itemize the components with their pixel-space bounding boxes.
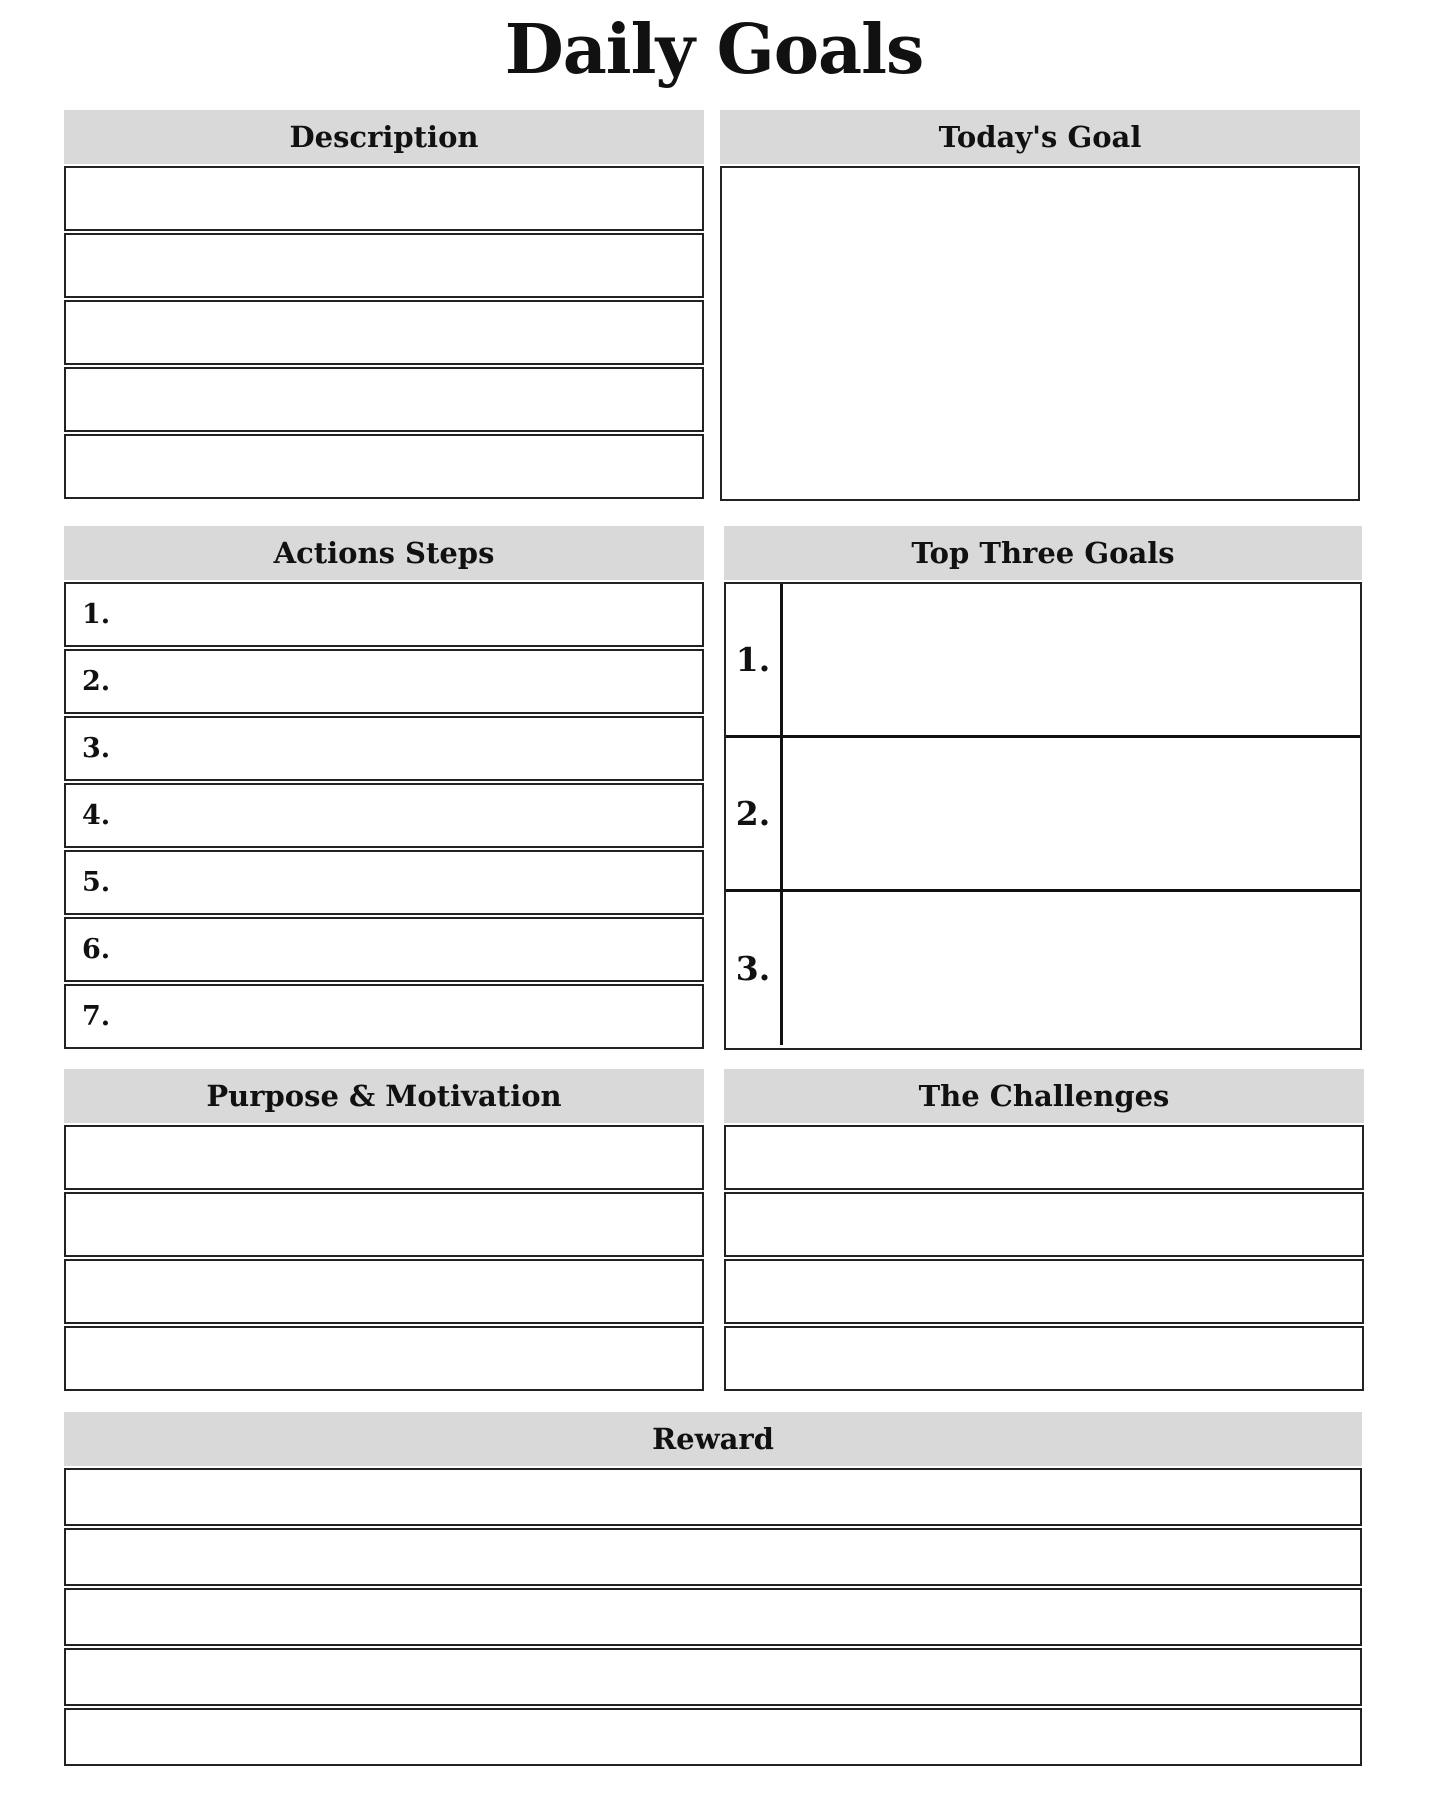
top-goal-field-3[interactable] <box>783 892 1360 1045</box>
action-step-row-2[interactable] <box>64 649 704 714</box>
top-three-goals-header: Top Three Goals <box>724 526 1362 580</box>
action-step-row-5[interactable] <box>64 850 704 915</box>
reward-line-1[interactable] <box>64 1468 1362 1526</box>
todays-goal-section <box>720 110 1360 501</box>
description-line-5[interactable] <box>64 434 704 499</box>
action-step-row-4[interactable] <box>64 783 704 848</box>
action-step-row-1[interactable] <box>64 582 704 647</box>
reward-section <box>64 1412 1362 1766</box>
top-goal-row-3 <box>726 892 1360 1045</box>
reward-line-2[interactable] <box>64 1528 1362 1586</box>
action-step-number: 6. <box>82 934 111 965</box>
top-goal-field-2[interactable] <box>783 738 1360 889</box>
purpose-motivation-section <box>64 1069 704 1391</box>
action-step-row-3[interactable] <box>64 716 704 781</box>
action-step-row-6[interactable] <box>64 917 704 982</box>
challenge-line-2[interactable] <box>724 1192 1364 1257</box>
action-step-number: 7. <box>82 1001 111 1032</box>
top-three-goals-section <box>724 526 1362 1050</box>
purpose-line-3[interactable] <box>64 1259 704 1324</box>
top-goal-number: 2. <box>726 738 783 889</box>
description-line-1[interactable] <box>64 166 704 231</box>
top-three-goals-box <box>724 582 1362 1050</box>
action-step-number: 3. <box>82 733 111 764</box>
challenge-line-3[interactable] <box>724 1259 1364 1324</box>
top-goal-number: 3. <box>726 892 783 1045</box>
todays-goal-header: Today's Goal <box>720 110 1360 164</box>
action-step-number: 4. <box>82 800 111 831</box>
action-step-row-7[interactable] <box>64 984 704 1049</box>
purpose-line-1[interactable] <box>64 1125 704 1190</box>
description-line-2[interactable] <box>64 233 704 298</box>
action-steps-section <box>64 526 704 1049</box>
top-goal-row-2 <box>726 738 1360 892</box>
purpose-line-4[interactable] <box>64 1326 704 1391</box>
action-step-number: 1. <box>82 599 111 630</box>
page-title: Daily Goals <box>504 10 924 90</box>
top-goal-row-1 <box>726 584 1360 738</box>
description-header: Description <box>64 110 704 164</box>
description-line-3[interactable] <box>64 300 704 365</box>
purpose-line-2[interactable] <box>64 1192 704 1257</box>
challenge-line-4[interactable] <box>724 1326 1364 1391</box>
challenges-section <box>724 1069 1364 1391</box>
reward-header: Reward <box>64 1412 1362 1466</box>
challenge-line-1[interactable] <box>724 1125 1364 1190</box>
description-section <box>64 110 704 499</box>
top-goal-field-1[interactable] <box>783 584 1360 735</box>
challenges-header: The Challenges <box>724 1069 1364 1123</box>
action-step-number: 2. <box>82 666 111 697</box>
reward-line-4[interactable] <box>64 1648 1362 1706</box>
todays-goal-box[interactable] <box>720 166 1360 501</box>
top-goal-number: 1. <box>726 584 783 735</box>
description-line-4[interactable] <box>64 367 704 432</box>
action-step-number: 5. <box>82 867 111 898</box>
purpose-motivation-header: Purpose & Motivation <box>64 1069 704 1123</box>
reward-line-3[interactable] <box>64 1588 1362 1646</box>
reward-line-5[interactable] <box>64 1708 1362 1766</box>
action-steps-header: Actions Steps <box>64 526 704 580</box>
